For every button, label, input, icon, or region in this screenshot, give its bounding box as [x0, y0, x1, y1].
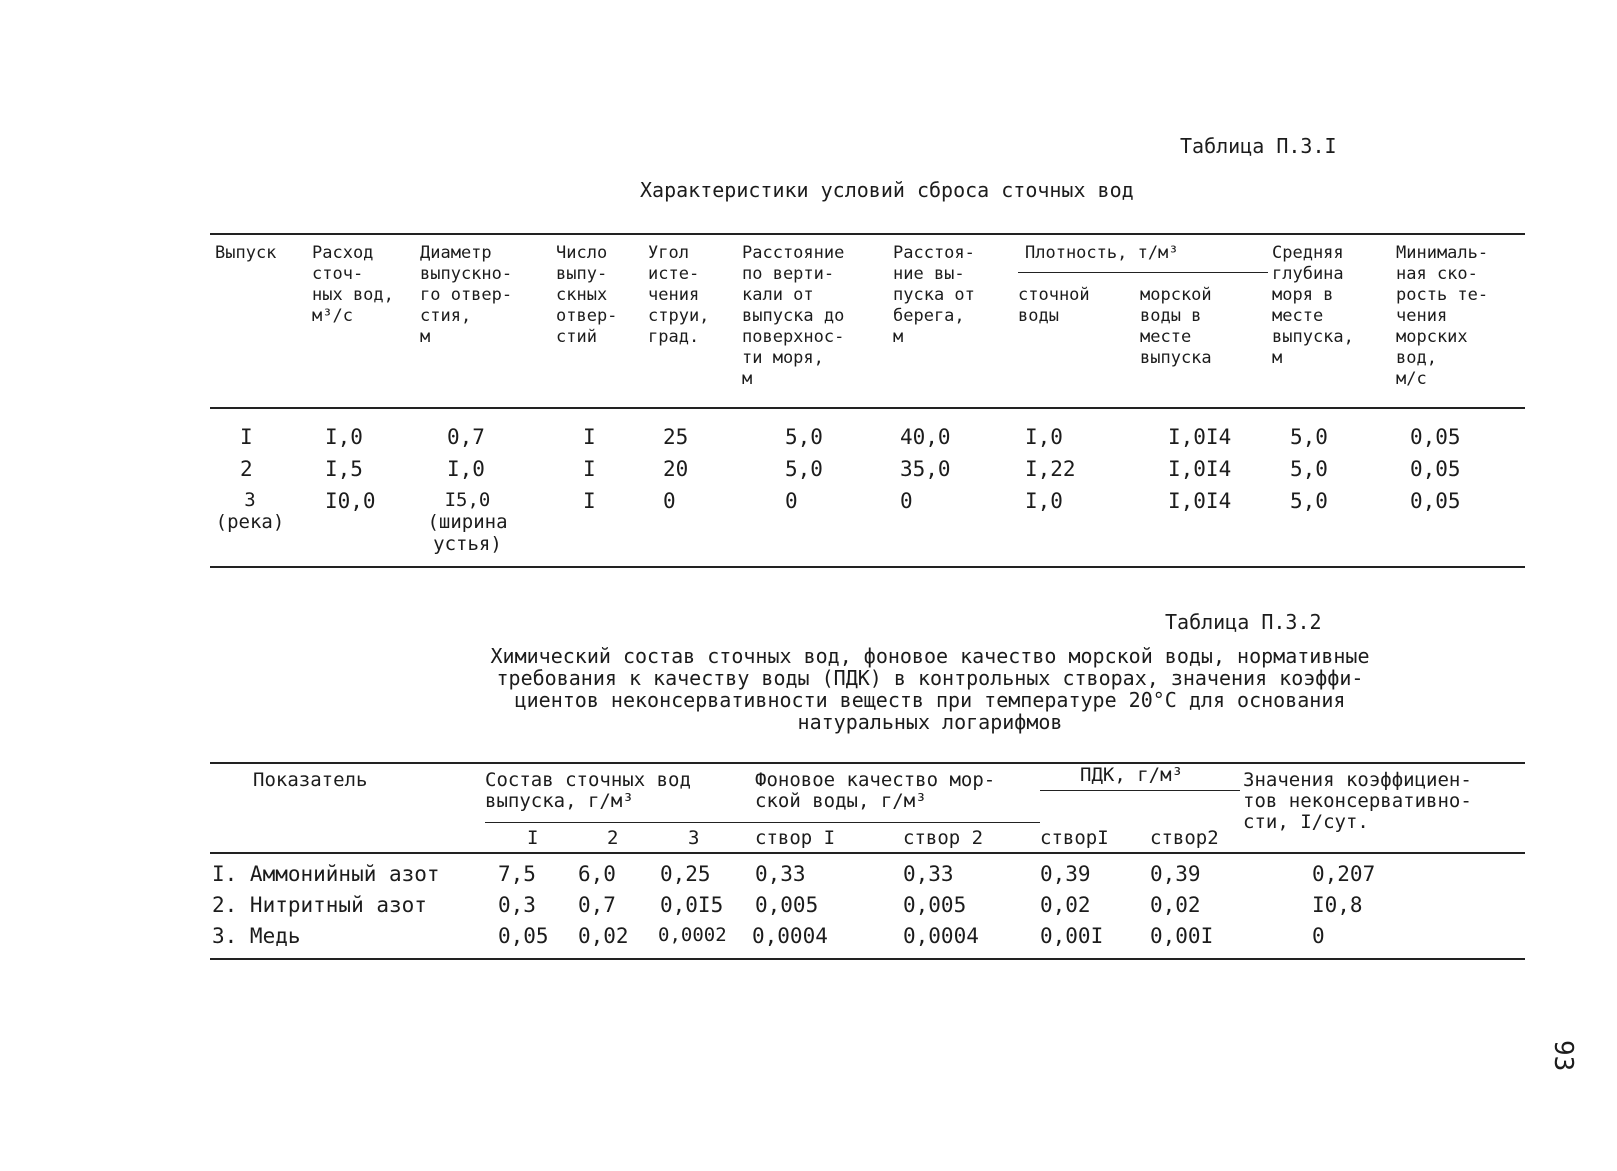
- table1-row1-flow: I,0: [325, 425, 363, 449]
- table1-col-depth: Средняя глубина моря в месте выпуска, м: [1272, 243, 1354, 368]
- table2-row1-mac2: 0,39: [1150, 862, 1201, 886]
- table2-row1-w2: 6,0: [578, 862, 616, 886]
- table1-row2-holes: I: [583, 457, 596, 481]
- table2-col-wastewater: Состав сточных вод выпуска, г/м³: [485, 769, 691, 812]
- table2-row3-indicator: 3. Медь: [212, 924, 301, 948]
- table2-row2-indicator: 2. Нитритный азот: [212, 893, 427, 917]
- table2-row3-bg2: 0,0004: [903, 924, 979, 948]
- table1-row2-outlet: 2: [240, 457, 253, 481]
- table1-row3-density-waste: I,0: [1025, 489, 1063, 513]
- table1-row2-flow: I,5: [325, 457, 363, 481]
- table2-sub-bg-2: створ 2: [903, 827, 984, 849]
- table2-row2-mac2: 0,02: [1150, 893, 1201, 917]
- table1-col-outlet: Выпуск: [215, 243, 277, 263]
- table2-label: Таблица П.3.2: [1165, 610, 1322, 634]
- page-number: 93: [1548, 1040, 1578, 1072]
- table1-density-wastewater: сточной воды: [1018, 285, 1090, 326]
- table1-col-diameter: Диаметр выпускно- го отвер- стия, м: [420, 243, 513, 347]
- table2-mac-rule: [1040, 790, 1240, 791]
- table2-row2-coef: I0,8: [1312, 893, 1363, 917]
- table1-row1-density-waste: I,0: [1025, 425, 1063, 449]
- table2-row3-w1: 0,05: [498, 924, 549, 948]
- table2-row2-mac1: 0,02: [1040, 893, 1091, 917]
- table1-bottom-rule: [210, 566, 1525, 568]
- table1-density-rule: [1018, 272, 1268, 273]
- table2-header-rule: [210, 852, 1525, 854]
- table1-col-shore-distance: Расстоя- ние вы- пуска от берега, м: [893, 243, 975, 347]
- table1-row3-density-sea: I,0I4: [1168, 489, 1232, 513]
- table2-subheader-rule: [485, 822, 1040, 823]
- table1-row2-angle: 20: [663, 457, 689, 481]
- table2-row3-mac2: 0,00I: [1150, 924, 1214, 948]
- table2-sub-waste-2: 2: [607, 827, 619, 849]
- table2-row1-w3: 0,25: [660, 862, 711, 886]
- table1-col-holes: Число выпу- скных отвер- стий: [556, 243, 618, 347]
- table2-row2-bg1: 0,005: [755, 893, 819, 917]
- table2-sub-bg-1: створ I: [755, 827, 836, 849]
- table1-row1-density-sea: I,0I4: [1168, 425, 1232, 449]
- table1-col-flow: Расход сточ- ных вод, м³/с: [312, 243, 394, 326]
- table2-row2-w2: 0,7: [578, 893, 616, 917]
- table2-row3-bg1: 0,0004: [752, 924, 828, 948]
- table1-row1-speed: 0,05: [1410, 425, 1461, 449]
- table2-row1-bg2: 0,33: [903, 862, 954, 886]
- table1-row1-depth: 5,0: [1290, 425, 1328, 449]
- table1-row2-depth: 5,0: [1290, 457, 1328, 481]
- table2-row3-w2: 0,02: [578, 924, 629, 948]
- table1-density-group: Плотность, т/м³: [1025, 243, 1179, 263]
- table2-row1-coef: 0,207: [1312, 862, 1376, 886]
- table1-row2-vertical: 5,0: [785, 457, 823, 481]
- table2-col-coef: Значения коэффициен- тов неконсервативно- сти, I/сут.: [1243, 769, 1472, 833]
- table1-row2-density-sea: I,0I4: [1168, 457, 1232, 481]
- table1-row3-angle: 0: [663, 489, 676, 513]
- table1-col-min-speed: Минималь- ная ско- рость те- чения морских вод, м/с: [1396, 243, 1489, 389]
- table1-row1-holes: I: [583, 425, 596, 449]
- table1-label: Таблица П.3.I: [1180, 134, 1337, 158]
- table2-sub-waste-1: I: [527, 827, 539, 849]
- table1-row3-depth: 5,0: [1290, 489, 1328, 513]
- table2-col-mac: ПДК, г/м³: [1080, 764, 1183, 786]
- table2-col-indicator: Показатель: [253, 769, 368, 791]
- table2-row1-mac1: 0,39: [1040, 862, 1091, 886]
- table1-density-seawater: морской воды в месте выпуска: [1140, 285, 1212, 368]
- table1-top-rule: [210, 233, 1525, 235]
- table2-row1-w1: 7,5: [498, 862, 536, 886]
- table2-bottom-rule: [210, 958, 1525, 960]
- table1-row3-flow: I0,0: [325, 489, 376, 513]
- table1-title: Характеристики условий сброса сточных вод: [640, 178, 1134, 202]
- table1-col-angle: Угол исте- чения струи, град.: [648, 243, 710, 347]
- table1-row3-vertical: 0: [785, 489, 798, 513]
- table1-col-vertical-distance: Расстояние по верти- кали от выпуска до поверхнос- ти моря, м: [742, 243, 845, 389]
- table2-row2-w1: 0,3: [498, 893, 536, 917]
- table1-header-rule: [210, 407, 1525, 409]
- table2-col-background: Фоновое качество мор- ской воды, г/м³: [755, 769, 996, 812]
- table2-row3-mac1: 0,00I: [1040, 924, 1104, 948]
- table1-row2-shore: 35,0: [900, 457, 951, 481]
- table1-row3-diameter: I5,0 (ширина устья): [427, 489, 508, 555]
- table1-row3-outlet: 3 (река): [215, 489, 285, 533]
- table2-row2-bg2: 0,005: [903, 893, 967, 917]
- table1-row3-shore: 0: [900, 489, 913, 513]
- table1-row1-vertical: 5,0: [785, 425, 823, 449]
- table2-sub-mac-1: створI: [1040, 827, 1109, 849]
- table1-row1-angle: 25: [663, 425, 689, 449]
- table1-row1-outlet: I: [240, 425, 253, 449]
- table1-row3-speed: 0,05: [1410, 489, 1461, 513]
- table2-row3-coef: 0: [1312, 924, 1325, 948]
- table1-row2-speed: 0,05: [1410, 457, 1461, 481]
- table1-row3-holes: I: [583, 489, 596, 513]
- table2-title: Химический состав сточных вод, фоновое качество морской воды, нормативные требования к качеству воды (ПДК) в контрольных створах, значения коэффи- циентов неконсервативности веществ при температуре 20°С для основания натуральных логарифмов: [490, 644, 1370, 734]
- table2-top-rule: [210, 762, 1525, 764]
- table1-row2-density-waste: I,22: [1025, 457, 1076, 481]
- table2-sub-waste-3: 3: [688, 827, 700, 849]
- table1-row1-shore: 40,0: [900, 425, 951, 449]
- table1-row2-diameter: I,0: [447, 457, 485, 481]
- table2-row1-indicator: I. Аммонийный азот: [212, 862, 440, 886]
- table2-sub-mac-2: створ2: [1150, 827, 1219, 849]
- table2-row3-w3: 0,0002: [658, 924, 727, 946]
- table1-row1-diameter: 0,7: [447, 425, 485, 449]
- table2-row1-bg1: 0,33: [755, 862, 806, 886]
- table2-row2-w3: 0,0I5: [660, 893, 724, 917]
